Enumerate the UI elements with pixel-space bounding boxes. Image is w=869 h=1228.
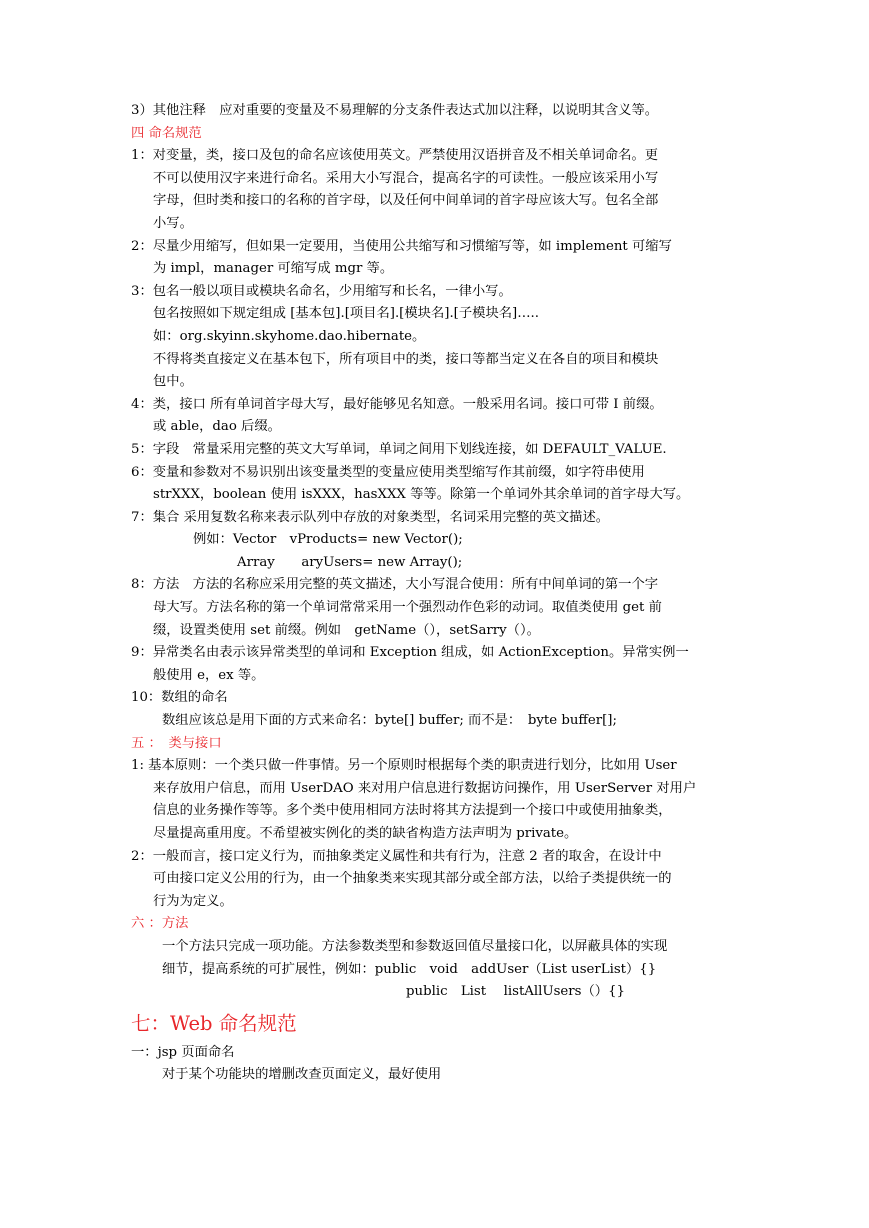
paragraph-line: 小写。 xyxy=(153,215,193,231)
list-item: 1: 基本原则：一个类只做一件事情。另一个原则时根据每个类的职责进行划分，比如用 User xyxy=(131,758,677,774)
paragraph-line: 对于某个功能块的增删改查页面定义，最好使用 xyxy=(162,1067,442,1083)
paragraph-line: 3）其他注释 应对重要的变量及不易理解的分支条件表达式加以注释，以说明其含义等。 xyxy=(131,103,659,118)
paragraph-line: 不得将类直接定义在基本包下，所有项目中的类，接口等都当定义在各自的项目和模块 xyxy=(153,351,659,367)
list-item: 6：变量和参数对不易识别出该变量类型的变量应使用类型缩写作其前缀，如字符串使用 xyxy=(131,464,645,480)
paragraph-line: 包中。 xyxy=(153,374,193,390)
paragraph-line: 母大写。方法名称的第一个单词常常采用一个强烈动作色彩的动词。取值类使用 get 前 xyxy=(153,600,662,616)
section-heading: 五 ： 类与接口 xyxy=(131,735,222,751)
paragraph-line: strXXX，boolean 使用 isXXX，hasXXX 等等。除第一个单词外其余单词的首字母大写。 xyxy=(153,487,690,503)
paragraph-line: 信息的业务操作等等。多个类中使用相同方法时将其方法提到一个接口中或使用抽象类， xyxy=(153,803,672,819)
paragraph-line: 为 impl，manager 可缩写成 mgr 等。 xyxy=(153,261,394,277)
paragraph-line: 细节，提高系统的可扩展性，例如：public void addUser（List userList）{} xyxy=(162,961,657,977)
list-item: 4：类，接口 所有单词首字母大写，最好能够见名知意。一般采用名词。接口可带 I 前缀。 xyxy=(131,396,663,412)
list-item: 8：方法 方法的名称应采用完整的英文描述，大小写混合使用：所有中间单词的第一个字 xyxy=(131,577,659,593)
document-page xyxy=(131,100,741,1087)
list-item: 9：异常类名由表示该异常类型的单词和 Exception 组成，如 ActionException。异常实例一 xyxy=(131,645,689,661)
list-item: 7：集合 采用复数名称来表示队列中存放的对象类型，名词采用完整的英文描述。 xyxy=(131,509,610,525)
code-example-line: Array aryUsers= new Array(); xyxy=(237,554,463,570)
subsection-heading: 一：jsp 页面命名 xyxy=(131,1044,235,1060)
paragraph-line: 可由接口定义公用的行为，由一个抽象类来实现其部分或全部方法，以给子类提供统一的 xyxy=(153,871,672,887)
chapter-heading: 七：Web 命名规范 xyxy=(131,1011,297,1035)
section-heading: 六 ：方法 xyxy=(131,916,189,932)
paragraph-line: 不可以使用汉字来进行命名。采用大小写混合，提高名字的可读性。一般应该采用小写 xyxy=(153,170,659,186)
paragraph-line: 来存放用户信息，而用 UserDAO 来对用户信息进行数据访问操作，用 UserServer 对用户 xyxy=(153,780,697,796)
paragraph-line: 尽量提高重用度。不希望被实例化的类的缺省构造方法声明为 private。 xyxy=(153,826,578,841)
list-item: 1：对变量，类，接口及包的命名应该使用英文。严禁使用汉语拼音及不相关单词命名。更 xyxy=(131,148,659,164)
paragraph-line: 字母，但时类和接口的名称的首字母，以及任何中间单词的首字母应该大写。包名全部 xyxy=(153,193,659,209)
paragraph-line: 或 able，dao 后缀。 xyxy=(153,419,281,435)
code-example-line: 例如：Vector vProducts= new Vector(); xyxy=(193,532,463,548)
paragraph-line: 缀，设置类使用 set 前缀。例如 getName（），setSarry（）。 xyxy=(153,622,540,638)
section-heading: 四 命名规范 xyxy=(131,125,202,141)
paragraph-line: 一个方法只完成一项功能。方法参数类型和参数返回值尽量接口化，以屏蔽具体的实现 xyxy=(162,938,668,954)
paragraph-line: 如：org.skyinn.skyhome.dao.hibernate。 xyxy=(153,328,426,344)
list-item: 5：字段 常量采用完整的英文大写单词，单词之间用下划线连接，如 DEFAULT_VALUE. xyxy=(131,441,667,457)
list-item: 2：尽量少用缩写，但如果一定要用，当使用公共缩写和习惯缩写等，如 implement 可缩写 xyxy=(131,238,672,254)
paragraph-line: 行为为定义。 xyxy=(153,893,233,909)
paragraph-line: 般使用 e，ex 等。 xyxy=(153,667,265,683)
paragraph-line: 包名按照如下规定组成 [基本包].[项目名].[模块名].[子模块名]….. xyxy=(153,306,539,322)
list-item: 3：包名一般以项目或模块名命名，少用缩写和长名，一律小写。 xyxy=(131,283,512,299)
paragraph-line: 数组应该总是用下面的方式来命名：byte[] buffer; 而不是： byte buffer[]; xyxy=(162,713,617,729)
code-example-line: public List listAllUsers（）{} xyxy=(406,984,625,1000)
list-item: 10：数组的命名 xyxy=(131,690,228,706)
list-item: 2：一般而言，接口定义行为，而抽象类定义属性和共有行为，注意 2 者的取舍，在设计中 xyxy=(131,848,662,864)
